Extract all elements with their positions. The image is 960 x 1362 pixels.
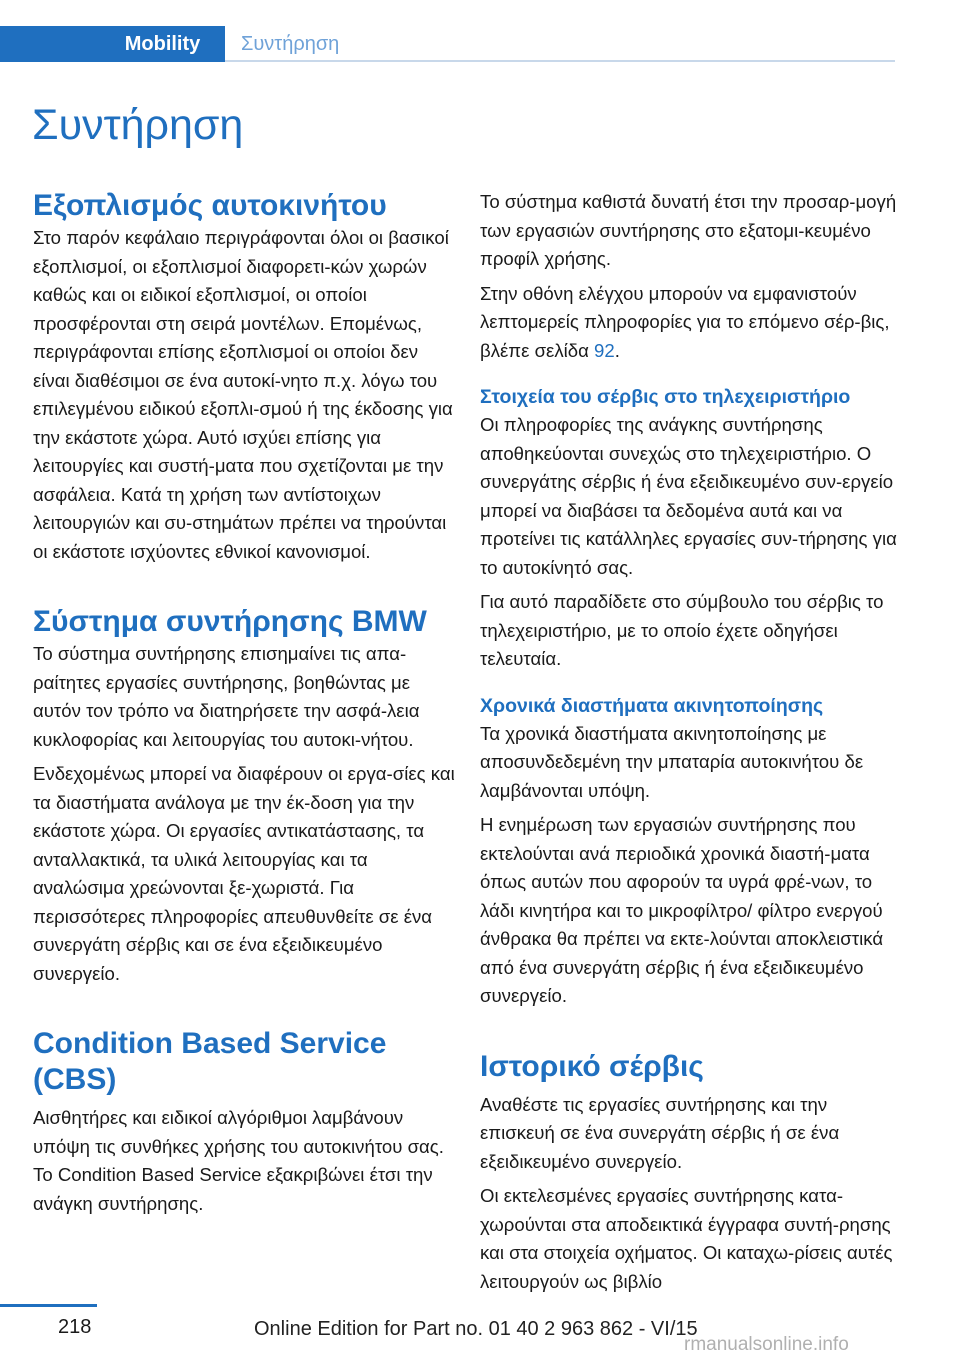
paragraph-cbs-continued: Το σύστημα καθιστά δυνατή έτσι την προσαρ‐μογή των εργασιών συντήρησης στο εξατομι‐κευμένο προφίλ χρήσης. — [480, 191, 897, 269]
heading-vehicle-equipment: Εξοπλισμός αυτοκινήτου — [33, 189, 387, 222]
header-color-block — [0, 26, 100, 62]
heading-cbs: Condition Based Service (CBS) — [33, 1027, 387, 1096]
paragraph-immobilization-1: Τα χρονικά διαστήματα ακινητοποίησης με αποσυνδεδεμένη την μπαταρία αυτοκινήτου δε λαμβάνονται υπόψη. — [480, 722, 864, 801]
heading-immobilization-periods: Χρονικά διαστήματα ακινητοποίησης — [480, 694, 824, 717]
paragraph-vehicle-equipment: Στο παρόν κεφάλαιο περιγράφονται όλοι οι βασικοί εξοπλισμοί, οι εξοπλισμοί διαφορετι‐κών χωρών καθώς και οι ειδικοί εξοπλισμοί, οι οποίοι προσφέρονται στη σειρά μοντέλων. Επομένως, περιγράφονται επίσης εξοπλισμοί οι οποίοι δεν είναι διαθέσιμοι σε ένα αυτοκί‐νητο π.χ. λόγω του επιλεγμένου ειδικού εξοπλι‐σμού ή της έκδοσης για την εκάστοτε χώρα. Αυτό ισχύει επίσης για λειτουργίες και συστή‐ματα που σχετίζονται με την ασφάλεια. Κατά τη χρήση των αντίστοιχων λειτουργιών και συ‐στημάτων πρέπει να τηρούνται οι εκάστοτε ισχύοντες εθνικοί κανονισμοί. — [33, 227, 453, 562]
footer-edition-text: Online Edition for Part no. 01 40 2 963 862 - VI/15 — [254, 1318, 698, 1340]
paragraph-cbs: Αισθητήρες και ειδικοί αλγόριθμοι λαμβάνουν υπόψη τις συνθήκες χρήσης του αυτοκινήτου σας. Το Condition Based Service εξακριβώνει έτσι την ανάγκη συντήρησης. — [33, 1107, 444, 1214]
heading-service-data-in-key: Στοιχεία του σέρβις στο τηλεχειριστήριο — [480, 386, 851, 408]
paragraph-text: Στην οθόνη ελέγχου μπορούν να εμφανιστούν λεπτομερείς πληροφορίες για το επόμενο σέρ‐βις, βλέπε σελίδα — [480, 282, 890, 361]
watermark-text: rmanualsonline.info — [684, 1334, 849, 1355]
page-header — [0, 26, 895, 62]
page-link[interactable]: 92 — [594, 339, 615, 361]
paragraph-service-history-2: Οι εκτελεσμένες εργασίες συντήρησης κατα‐χωρούνται στα αποδεικτικά έγγραφα συντή‐ρησης και στα στοιχεία οχήματος. Οι καταχω‐ρίσεις αυτές λειτουργούν ως βιβλίο — [480, 1185, 893, 1292]
header-tab-mobility[interactable]: Mobility — [100, 26, 225, 62]
paragraph-control-display-info — [480, 280, 900, 366]
paragraph-immobilization-2: Η ενημέρωση των εργασιών συντήρησης που εκτελούνται ανά περιοδικά χρονικά διαστή‐ματα όπως αυτών που αφορούν τα υγρά φρέ‐νων, το λάδι κινητήρα και το μικροφίλτρο/ φίλτρο ενεργού άνθρακα θα πρέπει να εκτε‐λούνται αποκλειστικά από ένα συνεργάτη σέρβις ή ένα εξειδικευμένο συνεργείο. — [480, 814, 884, 1006]
heading-service-history: Ιστορικό σέρβις — [480, 1049, 704, 1083]
footer-rule — [0, 1304, 97, 1307]
header-tab-section[interactable]: Συντήρηση — [241, 33, 340, 55]
heading-bmw-maintenance-system: Σύστημα συντήρησης BMW — [33, 605, 427, 638]
paragraph-service-data-1: Οι πληροφορίες της ανάγκης συντήρησης αποθηκεύονται συνεχώς στο τηλεχειριστήριο. Ο συνεργάτης σέρβις ή ένα εξειδικευμένο συν‐εργείο μπορεί να διαβάσει τα δεδομένα αυτά και να προτείνει τις κατάλληλες εργασίες συν‐τήρησης για το αυτοκίνητό σας. — [480, 414, 897, 578]
paragraph-end: . — [614, 339, 620, 361]
header-divider — [225, 60, 895, 62]
paragraph-service-data-2: Για αυτό παραδίδετε στο σύμβουλο του σέρβις το τηλεχειριστήριο, με το οποίο έχετε οδηγήσει τελευταία. — [480, 591, 884, 669]
paragraph-bmw-maintenance-1: Το σύστημα συντήρησης επισημαίνει τις απα‐ραίτητες εργασίες συντήρησης, βοηθώντας με αυτόν τον τρόπο να διατηρήσετε την ασφά‐λεια κυκλοφορίας και λειτουργίας του αυτοκι‐νήτου. — [33, 643, 420, 750]
page-title: Συντήρηση — [32, 101, 244, 149]
paragraph-bmw-maintenance-2: Ενδεχομένως μπορεί να διαφέρουν οι εργα‐σίες και τα διαστήματα ανάλογα με την έκ‐δοση για την εκάστοτε χώρα. Οι εργασίες αντικατάστασης, τα ανταλλακτικά, τα υλικά λειτουργίας και τα αναλώσιμα χρεώνονται ξε‐χωριστά. Για περισσότερες πληροφορίες απευθυνθείτε σε ένα συνεργάτη σέρβις και σε ένα εξειδικευμένο συνεργείο. — [33, 763, 455, 984]
left-column — [33, 188, 457, 1218]
right-column — [480, 188, 900, 1296]
page-number: 218 — [58, 1316, 92, 1338]
paragraph-service-history-1: Αναθέστε τις εργασίες συντήρησης και την επισκευή σε ένα συνεργάτη σέρβις ή σε ένα εξειδικευμένο συνεργείο. — [480, 1093, 840, 1172]
